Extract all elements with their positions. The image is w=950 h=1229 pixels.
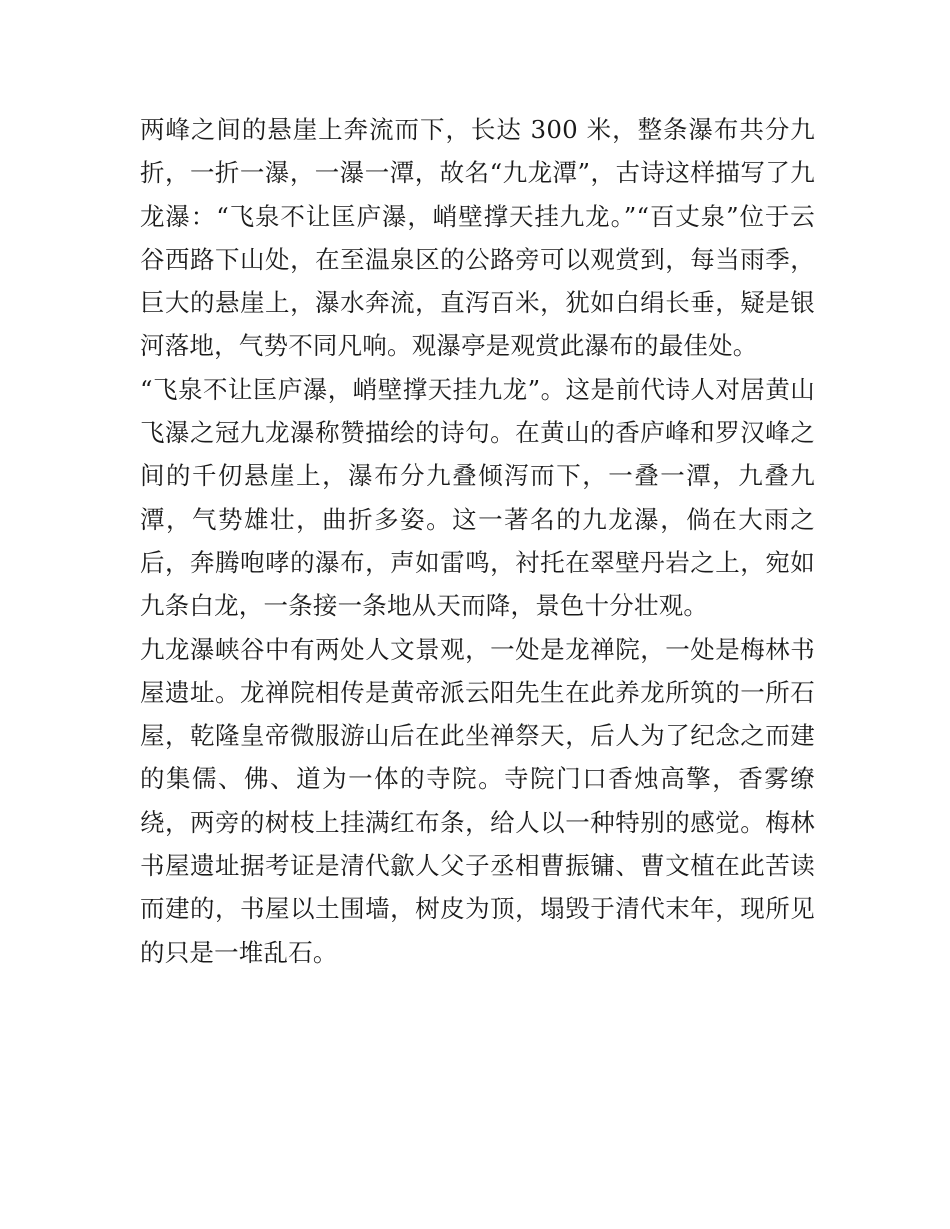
text-line: 屋遗址。龙禅院相传是黄帝派云阳先生在此养龙所筑的一所石 [140,677,815,707]
text-line: 九条白龙，一条接一条地从天而降，景色十分壮观。 [140,591,709,621]
text-line: 九龙瀑峡谷中有两处人文景观，一处是龙禅院，一处是梅林书 [140,634,815,664]
text-line: 河落地，气势不同凡响。观瀑亭是观赏此瀑布的最佳处。 [140,331,758,361]
text-line: 两峰之间的悬崖上奔流而下，长达 300 米，整条瀑布共分九 [140,115,815,144]
text-line: 潭，气势雄壮，曲折多姿。这一著名的九龙瀑，倘在大雨之 [140,504,815,534]
text-line: 龙瀑：“飞泉不让匡庐瀑，峭壁撑天挂九龙。”“百丈泉”位于云 [140,201,815,231]
text-line: “飞泉不让匡庐瀑，峭壁撑天挂九龙”。这是前代诗人对居黄山 [140,374,815,404]
document-body [140,108,815,974]
text-line: 谷西路下山处，在至温泉区的公路旁可以观赏到，每当雨季， [140,244,815,274]
text-line: 的只是一堆乱石。 [140,937,338,967]
text-line: 书屋遗址据考证是清代歙人父子丞相曹振镛、曹文植在此苦读 [140,851,815,881]
text-line: 而建的，书屋以土围墙，树皮为顶，塌毁于清代末年，现所见 [140,894,815,924]
text-line: 巨大的悬崖上，瀑水奔流，直泻百米，犹如白绢长垂，疑是银 [140,288,815,318]
text-line: 飞瀑之冠九龙瀑称赞描绘的诗句。在黄山的香庐峰和罗汉峰之 [140,418,815,448]
text-line: 后，奔腾咆哮的瀑布，声如雷鸣，衬托在翠壁丹岩之上，宛如 [140,547,815,577]
text-line: 间的千仞悬崖上，瀑布分九叠倾泻而下，一叠一潭，九叠九 [140,461,815,491]
text-line: 的集儒、佛、道为一体的寺院。寺院门口香烛高擎，香雾缭 [140,764,815,794]
text-line: 折，一折一瀑，一瀑一潭，故名“九龙潭”，古诗这样描写了九 [140,158,815,188]
text-line: 绕，两旁的树枝上挂满红布条，给人以一种特别的感觉。梅林 [140,807,815,837]
text-line: 屋，乾隆皇帝微服游山后在此坐禅祭天，后人为了纪念之而建 [140,721,815,751]
